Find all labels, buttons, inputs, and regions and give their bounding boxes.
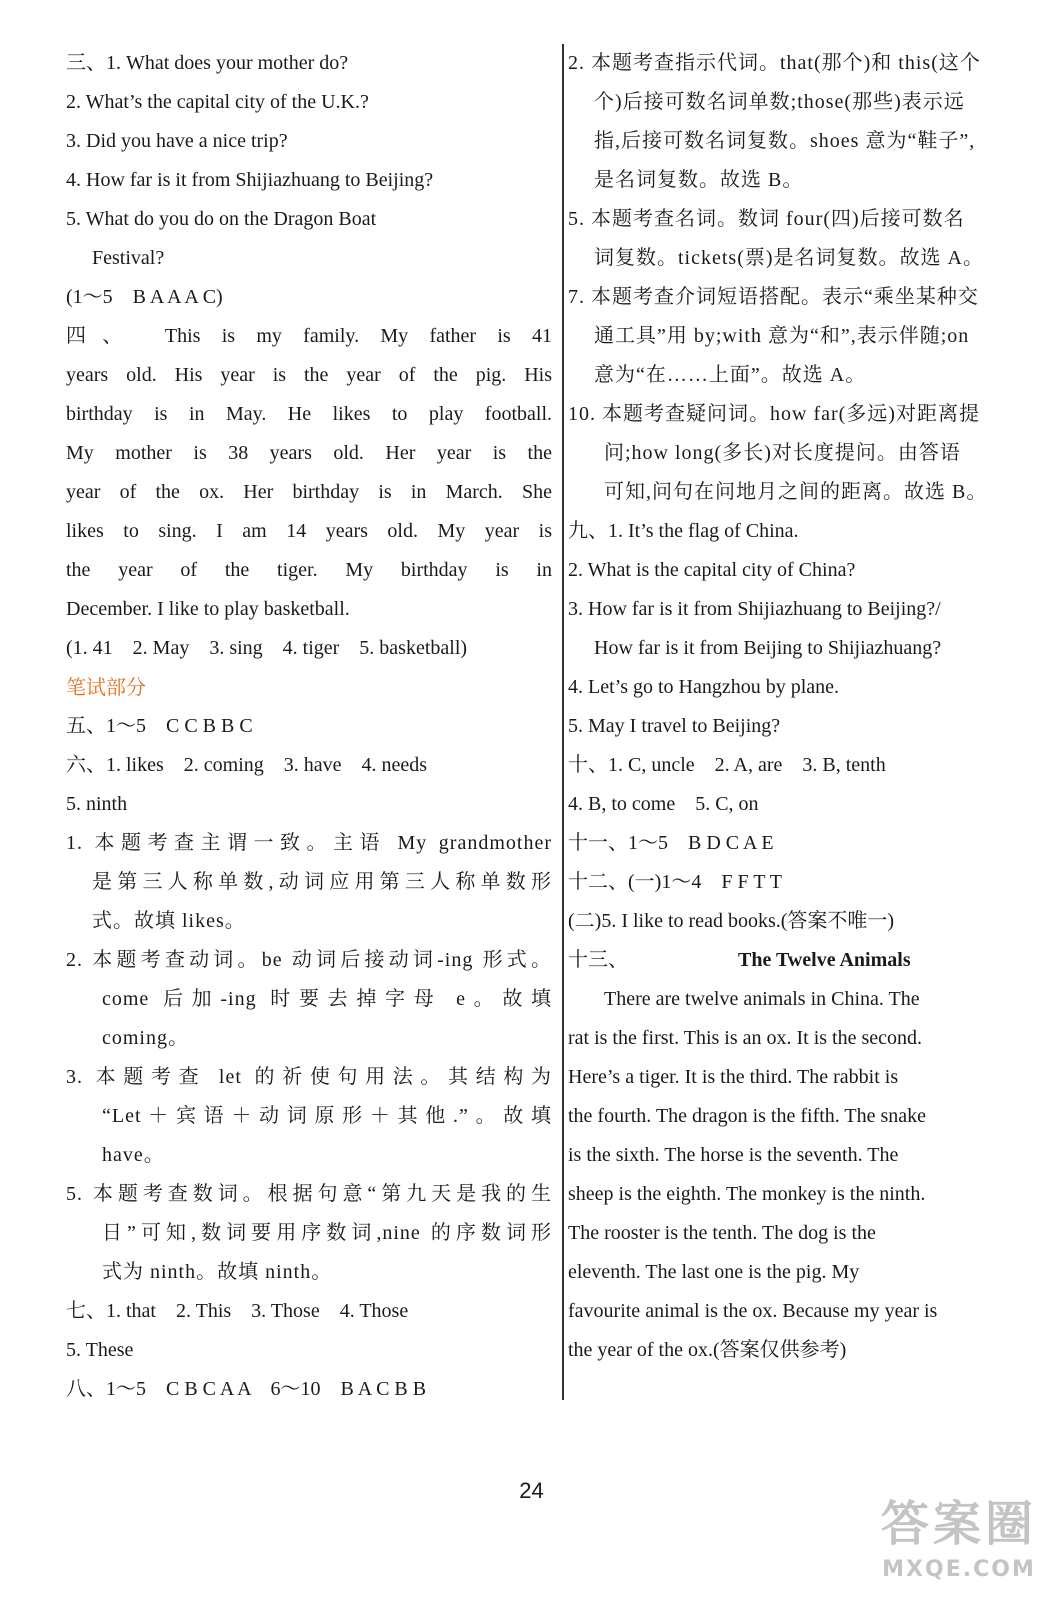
text-line: favourite animal is the ox. Because my year is: [568, 1300, 938, 1322]
text-line: sheep is the eighth. The monkey is the ninth.: [568, 1183, 926, 1205]
text-line: 六、1. likes 2. coming 3. have 4. needs: [66, 754, 428, 776]
text-line: (1～5 B A A A C): [66, 286, 223, 308]
text-line: 7. 本题考查介词短语搭配。表示“乘坐某种交: [568, 286, 979, 308]
text-line: year of the ox. Her birthday is in March. She: [66, 481, 552, 503]
text-line: 3. Did you have a nice trip?: [66, 130, 288, 152]
text-line: 八、1～5 C B C A A 6～10 B A C B B: [66, 1378, 427, 1400]
text-line: 式。故填 likes。: [92, 910, 246, 932]
text-line: [568, 941, 1063, 980]
text-line: 三、1. What does your mother do?: [66, 52, 349, 74]
page-number: 24: [519, 1478, 544, 1503]
text-line: 5. What do you do on the Dragon Boat: [66, 208, 377, 230]
text-line: 问;how long(多长)对长度提问。由答语: [604, 442, 961, 464]
text-line: 意为“在……上面”。故选 A。: [594, 364, 867, 386]
text-line: is the sixth. The horse is the seventh. The: [568, 1144, 899, 1166]
text-line: How far is it from Beijing to Shijiazhuang?: [594, 637, 942, 659]
watermark-mark: 答案圈: [880, 1496, 1037, 1552]
text-line: eleventh. The last one is the pig. My: [568, 1261, 860, 1283]
right-column: [568, 44, 1063, 1370]
text-line: 4. B, to come 5. C, on: [568, 793, 759, 815]
text-line: 可知,问句在问地月之间的距离。故选 B。: [604, 481, 988, 503]
text-line: Here’s a tiger. It is the third. The rabbit is: [568, 1066, 899, 1088]
text-line: Festival?: [92, 247, 165, 269]
text-line: My mother is 38 years old. Her year is the: [66, 442, 552, 464]
text-line: 十、1. C, uncle 2. A, are 3. B, tenth: [568, 754, 886, 776]
text-line: The rooster is the tenth. The dog is the: [568, 1222, 876, 1244]
text-line: 四、 This is my family. My father is 41: [66, 325, 552, 347]
essay-title: The Twelve Animals: [738, 949, 911, 971]
text-line: come 后加-ing 时要去掉字母 e。故填: [102, 988, 552, 1010]
text-line: (二)5. I like to read books.(答案不唯一): [568, 910, 895, 932]
left-column: [66, 44, 552, 1409]
text-line: 2. What’s the capital city of the U.K.?: [66, 91, 369, 113]
text-line: 5. May I travel to Beijing?: [568, 715, 781, 737]
text-line: birthday is in May. He likes to play football.: [66, 403, 552, 425]
text-line: 1. 本题考查主谓一致。主语 My grandmother: [66, 832, 552, 854]
watermark-domain: MXQE.COM: [882, 1557, 1036, 1582]
column-divider: [562, 44, 564, 1400]
text-line: rat is the first. This is an ox. It is the second.: [568, 1027, 923, 1049]
text-line: 是第三人称单数,动词应用第三人称单数形: [92, 871, 552, 893]
text-line: likes to sing. I am 14 years old. My year is: [66, 520, 552, 542]
text-line: 通工具”用 by;with 意为“和”,表示伴随;on: [594, 325, 970, 347]
text-line: 2. What is the capital city of China?: [568, 559, 856, 581]
text-line: 10. 本题考查疑问词。how far(多远)对距离提: [568, 403, 980, 425]
text-line: the year of the ox.(答案仅供参考): [568, 1339, 847, 1361]
text-line: 3. 本题考查 let 的祈使句用法。其结构为: [66, 1066, 552, 1088]
text-line: the year of the tiger. My birthday is in: [66, 559, 552, 581]
watermark-logo: [869, 1492, 1049, 1592]
text-line: 4. Let’s go to Hangzhou by plane.: [568, 676, 840, 698]
text-line: 十二、(一)1～4 F F T T: [568, 871, 782, 893]
text-line: 日”可知,数词要用序数词,nine 的序数词形: [102, 1222, 552, 1244]
text-line: 笔试部分: [66, 675, 146, 699]
text-line: 词复数。tickets(票)是名词复数。故选 A。: [594, 247, 984, 269]
text-line: 是名词复数。故选 B。: [594, 169, 804, 191]
text-line: 4. How far is it from Shijiazhuang to Beijing?: [66, 169, 434, 191]
text-line: 5. ninth: [66, 793, 128, 815]
text-line: 五、1～5 C C B B C: [66, 715, 253, 737]
text-line: the fourth. The dragon is the fifth. The snake: [568, 1105, 927, 1127]
section-label: 十三、: [568, 949, 628, 971]
text-line: years old. His year is the year of the pig. His: [66, 364, 552, 386]
text-line: December. I like to play basketball.: [66, 598, 350, 620]
text-line: 2. 本题考查指示代词。that(那个)和 this(这个: [568, 52, 981, 74]
text-line: 5. 本题考查数词。根据句意“第九天是我的生: [66, 1183, 552, 1205]
text-line: have。: [102, 1144, 165, 1166]
text-line: 指,后接可数名词复数。shoes 意为“鞋子”,: [594, 130, 976, 152]
text-line: (1. 41 2. May 3. sing 4. tiger 5. basketball): [66, 637, 468, 659]
text-line: 5. 本题考查名词。数词 four(四)后接可数名: [568, 208, 965, 230]
text-line: 七、1. that 2. This 3. Those 4. Those: [66, 1300, 409, 1322]
text-line: 个)后接可数名词单数;those(那些)表示远: [594, 91, 965, 113]
text-line: 十一、1～5 B D C A E: [568, 832, 774, 854]
text-line: 3. How far is it from Shijiazhuang to Beijing?/: [568, 598, 941, 620]
text-line: 5. These: [66, 1339, 134, 1361]
text-line: 九、1. It’s the flag of China.: [568, 520, 799, 542]
text-line: There are twelve animals in China. The: [604, 988, 920, 1010]
text-line: coming。: [102, 1027, 189, 1049]
text-line: “Let＋宾语＋动词原形＋其他.”。故填: [102, 1105, 552, 1127]
text-line: 2. 本题考查动词。be 动词后接动词-ing 形式。: [66, 949, 552, 971]
text-line: 式为 ninth。故填 ninth。: [102, 1261, 333, 1283]
